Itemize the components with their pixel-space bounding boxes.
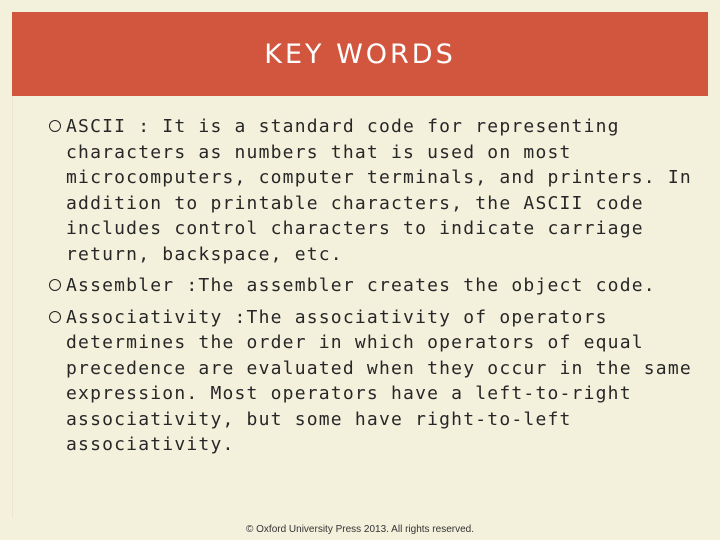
title-bar [12,12,708,96]
bullet-text: Associativity :The associativity of operators determines the order in which operators of equal precedence are evaluated when they occur in the same expression. Most operators have a left-to-right associativity, but some have right-to-left associativity. [66,306,692,455]
hollow-circle-bullet-icon [49,120,61,132]
bullet-text: Assembler :The assembler creates the object code. [66,275,656,296]
copyright-footer: © Oxford University Press 2013. All rights reserved. [245,524,474,535]
slide-content [12,96,709,518]
bullet-item-ascii [49,114,699,267]
hollow-circle-bullet-icon [49,279,61,291]
hollow-circle-bullet-icon [49,311,61,323]
slide-title: KEY WORDS [264,38,456,70]
bullet-item-associativity [49,305,699,458]
bullet-list [49,114,699,464]
bullet-text: ASCII : It is a standard code for representing characters as numbers that is used on most microcomputers, computer terminals, and printers. In addition to printable characters, the ASCII code includes control characters to indicate carriage return, backspace, etc. [66,116,692,265]
bullet-item-assembler [49,273,699,299]
